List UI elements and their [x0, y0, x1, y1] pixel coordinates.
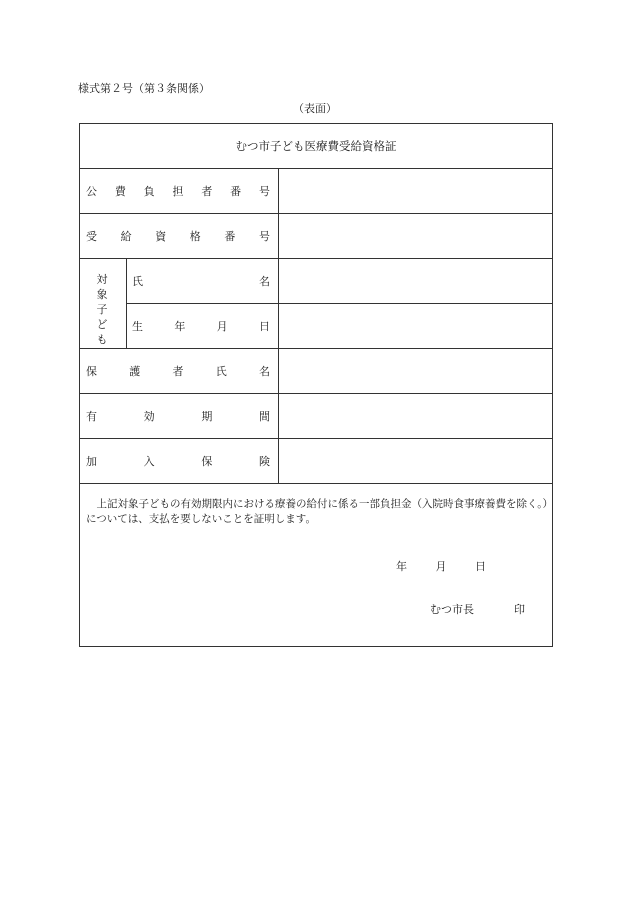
qualification-number-label: 受 給 資 格 番 号 [86, 230, 270, 243]
child-name-label: 氏 名 [132, 275, 270, 288]
form-number-label: 様式第２号（第３条関係） [78, 82, 210, 95]
validity-period-label: 有 効 期 間 [86, 410, 270, 423]
public-burden-number-field[interactable] [279, 169, 551, 213]
insurance-field[interactable] [279, 439, 551, 483]
issuer-name: むつ市長 [430, 603, 474, 616]
seal-mark: 印 [514, 603, 525, 616]
public-burden-number-label: 公 費 負 担 者 番 号 [86, 185, 270, 198]
target-child-label: 対 象 子 ど も [96, 272, 108, 346]
certificate-title: むつ市子ども医療費受給資格証 [235, 139, 397, 153]
guardian-name-field[interactable] [279, 349, 551, 393]
child-birthdate-field[interactable] [279, 304, 551, 348]
child-name-field[interactable] [279, 259, 551, 303]
day-label: 日 [475, 560, 486, 573]
child-birthdate-label: 生 年 月 日 [132, 320, 270, 333]
certificate-frame [79, 123, 553, 647]
guardian-name-label: 保 護 者 氏 名 [86, 365, 270, 378]
row-divider [80, 483, 552, 484]
validity-period-field[interactable] [279, 394, 551, 438]
side-indicator: （表面） [293, 102, 337, 115]
child-group-divider [126, 258, 127, 348]
issue-date [396, 558, 486, 574]
certification-statement: 上記対象子どもの有効期限内における療養の給付に係る一部負担金（入院時食事療養費を除く。）については、支払を要しないことを証明します。 [86, 498, 548, 525]
qualification-number-field[interactable] [279, 214, 551, 258]
month-label: 月 [435, 560, 447, 573]
year-label: 年 [396, 560, 407, 573]
insurance-label: 加 入 保 険 [86, 455, 270, 468]
